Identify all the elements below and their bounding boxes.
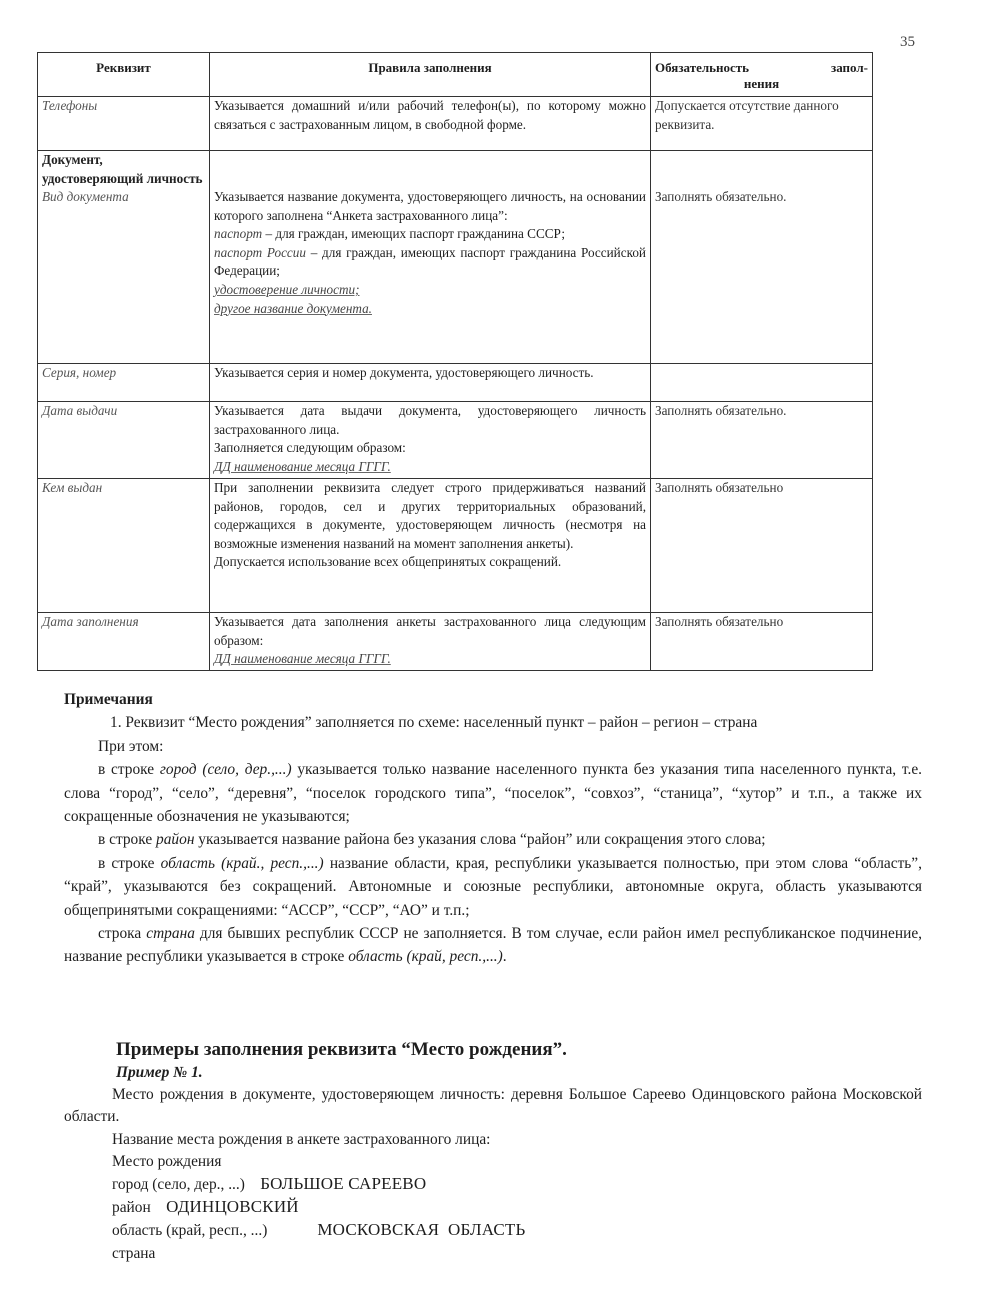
requisite-name: Телефоны [38, 97, 210, 151]
doc-type-id-card: удостоверение личности; [214, 281, 360, 297]
note-paragraph: При этом: [98, 737, 164, 755]
rule-secondary: Допускается использование всех общепринятых сокращений. [214, 554, 562, 570]
table-row [38, 613, 873, 671]
region-label: область (край, респ., ...) [112, 1222, 268, 1240]
example-number: Пример № 1. [116, 1064, 203, 1081]
rule-text: Указывается серия и номер документа, удостоверяющего личность. [210, 364, 651, 402]
table-row [38, 364, 873, 402]
note-term: область (край, респ.,...) [348, 948, 503, 966]
required-text: Заполнять обязательно. [651, 151, 873, 364]
requisite-name: Дата заполнения [38, 613, 210, 671]
note-text: . [502, 948, 507, 966]
header-required-line1: Обязательность запол- [655, 60, 868, 75]
header-requisite: Реквизит [38, 53, 210, 97]
region-value: МОСКОВСКАЯ ОБЛАСТЬ [317, 1220, 526, 1240]
note-text: название области, края, республики указывается полностью, при этом слова “область”, “край”, указываются без сокращений. Автономные и союзные республики, автономные округа, область указываются общепринятыми сокращениями: “АССР”, “ССР”, “АО” и т.п.; [64, 854, 922, 919]
rule-text [210, 479, 651, 613]
district-label: район [112, 1199, 151, 1217]
example-text: Место рождения в документе, удостоверяющем личность: деревня Большое Сареево Одинцовского района Московской области. [64, 1086, 922, 1126]
note-paragraph [64, 852, 922, 922]
table-row [38, 97, 873, 151]
table-row [38, 151, 873, 364]
note-paragraph: 1. Реквизит “Место рождения” заполняется по схеме: населенный пункт – район – регион – страна [110, 714, 758, 732]
example-text: Название места рождения в анкете застрахованного лица: [112, 1130, 491, 1148]
city-value: БОЛЬШОЕ САРЕЕВО [260, 1174, 427, 1194]
doc-type-passport-desc: – для граждан, имеющих паспорт гражданина СССР; [262, 226, 566, 242]
note-text: указывается название района без указания слова “район” или сокращения этого слова; [194, 831, 766, 849]
city-label: город (село, дер., ...) [112, 1176, 245, 1194]
required-text: Заполнять обязательно [651, 479, 873, 613]
form-line-district [64, 1196, 922, 1219]
rule-main: Указывается дата заполнения анкеты застрахованного лица следующим образом: [214, 614, 646, 648]
note-term: район [156, 831, 195, 849]
note-text: строка [98, 925, 147, 943]
doc-type-passport: паспорт [214, 226, 263, 242]
requisite-name [38, 151, 210, 364]
required-text [651, 364, 873, 402]
examples-title: Примеры заполнения реквизита “Место рождения”. [116, 1039, 567, 1060]
note-paragraph [64, 758, 922, 828]
rule-secondary: Заполняется следующим образом: [214, 440, 406, 456]
note-text: в строке [98, 831, 157, 849]
note-text: в строке [98, 854, 161, 872]
required-text: Допускается отсутствие данного реквизита. [651, 97, 873, 151]
country-label: страна [112, 1244, 156, 1262]
notes-title: Примечания [64, 691, 153, 708]
rule-text [210, 402, 651, 479]
doc-type-passport-russia: паспорт России [214, 244, 306, 260]
note-text: в строке [98, 761, 160, 779]
table-row [38, 402, 873, 479]
note-term: город (село, дер.,...) [159, 761, 292, 779]
requisite-name: Дата выдачи [38, 402, 210, 479]
header-rules: Правила заполнения [210, 53, 651, 97]
date-format: ДД наименование месяца ГГГГ. [214, 651, 391, 667]
form-title: Место рождения [112, 1152, 222, 1170]
rule-main: Указывается дата выдачи документа, удостоверяющего личность застрахованного лица. [214, 403, 646, 437]
header-required [651, 53, 873, 97]
requisite-group: Документ, удостоверяющий личность [42, 152, 203, 186]
required-text: Заполнять обязательно. [651, 402, 873, 479]
requisite-name: Серия, номер [38, 364, 210, 402]
form-line-city [64, 1173, 922, 1196]
doc-type-other: другое название документа. [214, 300, 372, 316]
notes-section [64, 688, 922, 969]
note-paragraph [64, 828, 922, 851]
requisite-subname: Вид документа [42, 189, 129, 205]
doc-type-passport-russia-desc: – для граждан, имеющих паспорт гражданина Российской Федерации; [214, 244, 646, 279]
note-term: область (край., респ.,...) [160, 854, 324, 872]
required-text: Заполнять обязательно [651, 613, 873, 671]
form-line-region [64, 1219, 922, 1242]
note-term: страна [146, 925, 195, 943]
rule-text [210, 613, 651, 671]
date-format: ДД наименование месяца ГГГГ. [214, 458, 391, 474]
rule-text [210, 151, 651, 364]
note-text: указывается только название населенного пункта без указания типа населенного пункта, т.е. слова “город”, “село”, “деревня”, “поселок городского типа”, “поселок”, “совхоз”, “станица”, “хутор” и т.п., а также их сокращенные обозначения не указываются; [64, 761, 922, 826]
requisite-name: Кем выдан [38, 479, 210, 613]
table-row [38, 479, 873, 613]
requisites-table [37, 52, 873, 671]
district-value: ОДИНЦОВСКИЙ [166, 1197, 299, 1217]
table-header-row [38, 53, 873, 97]
rule-main: При заполнении реквизита следует строго придерживаться названий районов, городов, сел и других территориальных образований, содержащихся в документе, удостоверяющем личность (несмотря на возможные изменения названий на момент заполнения анкеты). [214, 480, 646, 551]
rule-main: Указывается название документа, удостоверяющего личность, на основании которого заполнена “Анкета застрахованного лица”: [214, 189, 646, 223]
page-number: 35 [900, 34, 915, 50]
note-paragraph [64, 922, 922, 969]
rule-text: Указывается домашний и/или рабочий телефон(ы), по которому можно связаться с застрахованным лицом, в свободной форме. [210, 97, 651, 151]
header-required-line2: нения [743, 76, 780, 91]
form-line-country [64, 1243, 922, 1265]
examples-section [64, 1037, 922, 1265]
note-text: для бывших республик СССР не заполняется. В том случае, если район имел республиканское подчинение, название республики указывается в строке [64, 925, 923, 966]
